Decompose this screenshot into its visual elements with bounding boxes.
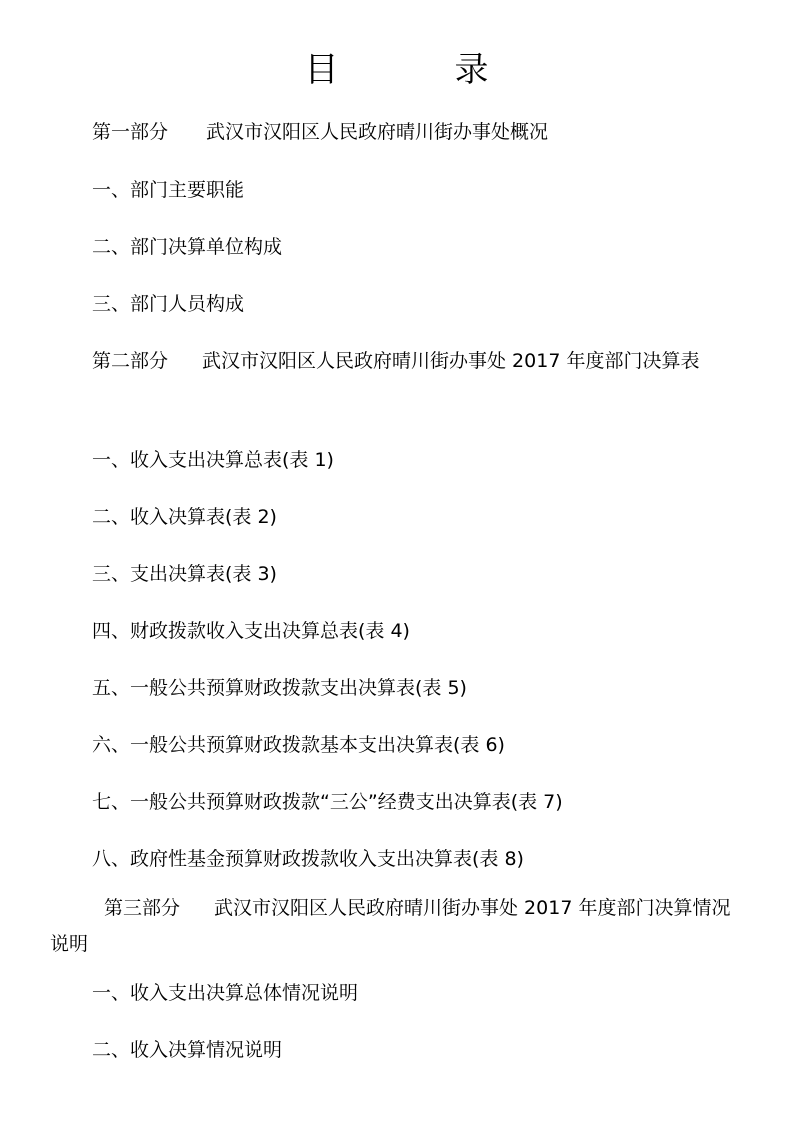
toc-part2-item-1[interactable]: 一、收入支出决算总表(表 1) (92, 449, 334, 471)
toc-part3-heading[interactable] (50, 890, 743, 962)
toc-part1-item-3[interactable]: 三、部门人员构成 (92, 293, 245, 315)
toc-part1-heading[interactable] (92, 118, 743, 146)
toc-part3-title: 武汉市汉阳区人民政府晴川街办事处 2017 年度部门决算情况说明 (50, 897, 731, 955)
toc-part2-item-3[interactable]: 三、支出决算表(表 3) (92, 563, 277, 585)
toc-part2-label: 第二部分 (92, 350, 169, 372)
toc-part2-item-8[interactable]: 八、政府性基金预算财政拨款收入支出决算表(表 8) (92, 848, 524, 870)
toc-part3-label: 第三部分 (104, 897, 181, 919)
toc-part1-item-1[interactable]: 一、部门主要职能 (92, 179, 245, 201)
toc-part2-item-4[interactable]: 四、财政拨款收入支出决算总表(表 4) (92, 620, 410, 642)
toc-part3-item-2[interactable]: 二、收入决算情况说明 (92, 1039, 283, 1061)
page-title (0, 44, 793, 96)
page-title-char-1: 目 (304, 50, 339, 90)
toc-part1-title: 武汉市汉阳区人民政府晴川街办事处概况 (206, 121, 549, 143)
toc-part2-item-2[interactable]: 二、收入决算表(表 2) (92, 506, 277, 528)
toc-part1-item-2[interactable]: 二、部门决算单位构成 (92, 236, 283, 258)
toc-part2-heading[interactable] (50, 343, 743, 379)
toc-part2-item-5[interactable]: 五、一般公共预算财政拨款支出决算表(表 5) (92, 677, 467, 699)
toc-part3-item-1[interactable]: 一、收入支出决算总体情况说明 (92, 982, 359, 1004)
toc-part2-item-7[interactable]: 七、一般公共预算财政拨款“三公”经费支出决算表(表 7) (92, 791, 563, 813)
toc-part1-label: 第一部分 (92, 121, 169, 143)
toc-part2-item-6[interactable]: 六、一般公共预算财政拨款基本支出决算表(表 6) (92, 734, 505, 756)
page-title-char-2: 录 (454, 50, 489, 90)
toc-part2-title: 武汉市汉阳区人民政府晴川街办事处 2017 年度部门决算表 (202, 350, 700, 372)
